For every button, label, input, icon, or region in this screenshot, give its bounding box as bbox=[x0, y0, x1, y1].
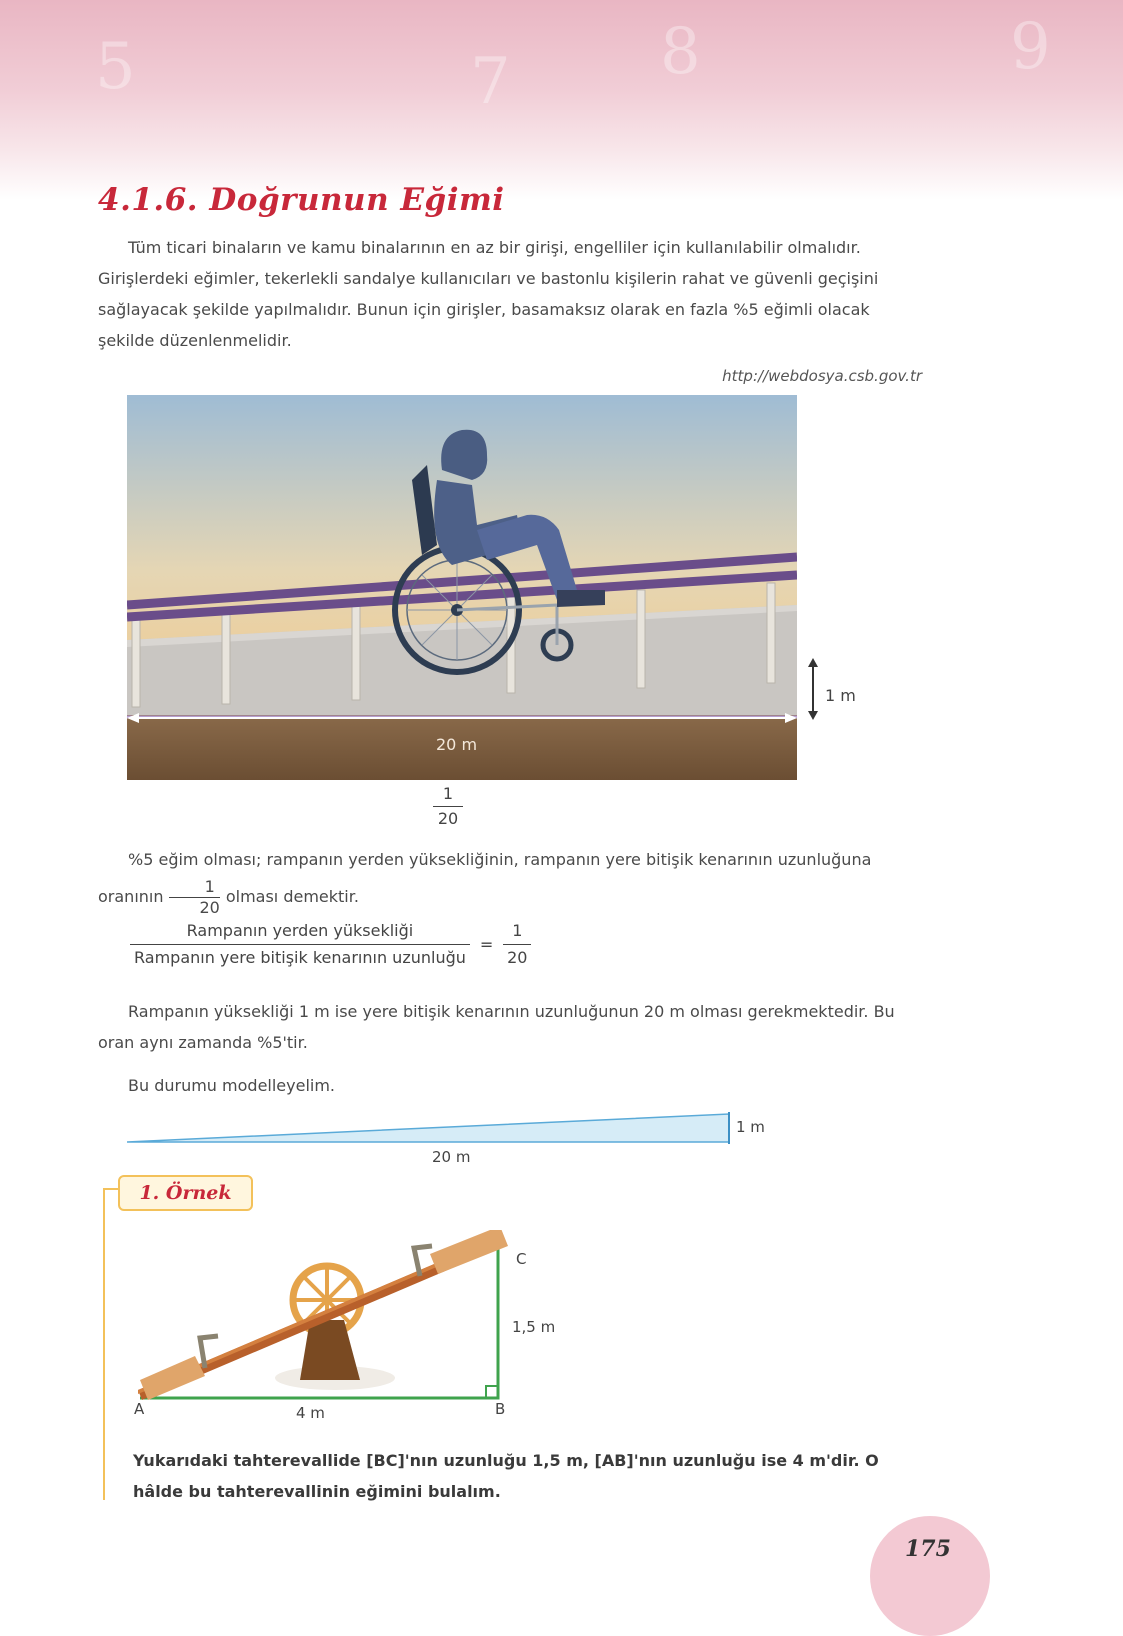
point-a-label: A bbox=[134, 1400, 145, 1418]
page-number-circle bbox=[870, 1516, 990, 1636]
model-height-label: 1 m bbox=[736, 1118, 765, 1136]
bc-length-label: 1,5 m bbox=[512, 1318, 556, 1336]
ramp-length-label: 20 m bbox=[436, 735, 478, 754]
point-b-label: B bbox=[495, 1400, 506, 1418]
explanation-paragraph bbox=[98, 843, 918, 918]
model-length-label: 20 m bbox=[432, 1148, 471, 1166]
example-badge: 1. Örnek bbox=[118, 1175, 253, 1211]
seesaw-illustration bbox=[130, 1230, 570, 1420]
ratio-denominator: Rampanın yere bitişik kenarının uzunluğu bbox=[134, 948, 466, 967]
example-question: Yukarıdaki tahterevallide [BC]'nın uzunluğu 1,5 m, [AB]'nın uzunluğu ise 4 m'dir. O hâlde bu tahterevallinin eğimini bulalım. bbox=[133, 1451, 879, 1501]
result-fraction bbox=[503, 918, 531, 971]
inline-fraction-numerator: 1 bbox=[204, 877, 215, 896]
decorative-digit: 7 bbox=[470, 45, 511, 119]
intro-paragraph: Tüm ticari binaların ve kamu binalarının en az bir girişi, engelliler için kullanılabilir olmalıdır. Girişlerdeki eğimler, tekerlekli sandalye kullanıcıları ve bastonlu kişilerin rahat ve güvenli geçişini sağlayacak şekilde yapılmalıdır. Bunun için girişler, basamaksız olarak en fazla %5 eğimli olacak şekilde düzenlenmelidir. bbox=[98, 238, 879, 350]
explanation-text-before: %5 eğim olması; rampanın yerden yüksekliğinin, rampanın yere bitişik kenarının uzunluğuna oranının bbox=[98, 850, 872, 906]
fraction-denominator: 20 bbox=[437, 809, 459, 828]
ramp-illustration bbox=[127, 395, 797, 780]
fraction-numerator: 1 bbox=[442, 784, 454, 803]
inline-fraction bbox=[169, 877, 219, 918]
result-denominator: 20 bbox=[507, 948, 528, 967]
decorative-digit: 8 bbox=[660, 15, 701, 89]
header-band bbox=[0, 0, 1123, 200]
inline-fraction-denominator: 20 bbox=[199, 898, 220, 917]
source-url: http://webdosya.csb.gov.tr bbox=[722, 367, 922, 385]
equals-sign: = bbox=[479, 935, 494, 954]
ramp-height-label: 1 m bbox=[825, 686, 856, 705]
decorative-digit: 5 bbox=[95, 30, 136, 104]
ratio-formula bbox=[130, 918, 531, 971]
example-margin-hook bbox=[103, 1188, 119, 1190]
paragraph-2: Rampanın yüksekliği 1 m ise yere bitişik kenarının uzunluğunun 20 m olması gerekmektedir. Bu oran aynı zamanda %5'tir. bbox=[98, 1002, 895, 1052]
fraction-bar bbox=[433, 806, 463, 807]
ab-length-label: 4 m bbox=[296, 1404, 325, 1422]
section-title: 4.1.6. Doğrunun Eğimi bbox=[98, 182, 505, 218]
ratio-fraction bbox=[130, 918, 470, 971]
point-c-label: C bbox=[516, 1250, 527, 1268]
decorative-digit: 9 bbox=[1010, 10, 1051, 84]
paragraph-3: Bu durumu modelleyelim. bbox=[128, 1076, 336, 1095]
height-arrow-icon bbox=[806, 658, 820, 720]
page-number: 175 bbox=[905, 1536, 951, 1562]
example-margin-line bbox=[103, 1190, 105, 1500]
result-numerator: 1 bbox=[512, 921, 523, 940]
explanation-text-after: olması demektir. bbox=[225, 887, 359, 906]
ramp-fraction bbox=[433, 783, 463, 830]
ratio-numerator: Rampanın yerden yüksekliği bbox=[186, 921, 414, 940]
